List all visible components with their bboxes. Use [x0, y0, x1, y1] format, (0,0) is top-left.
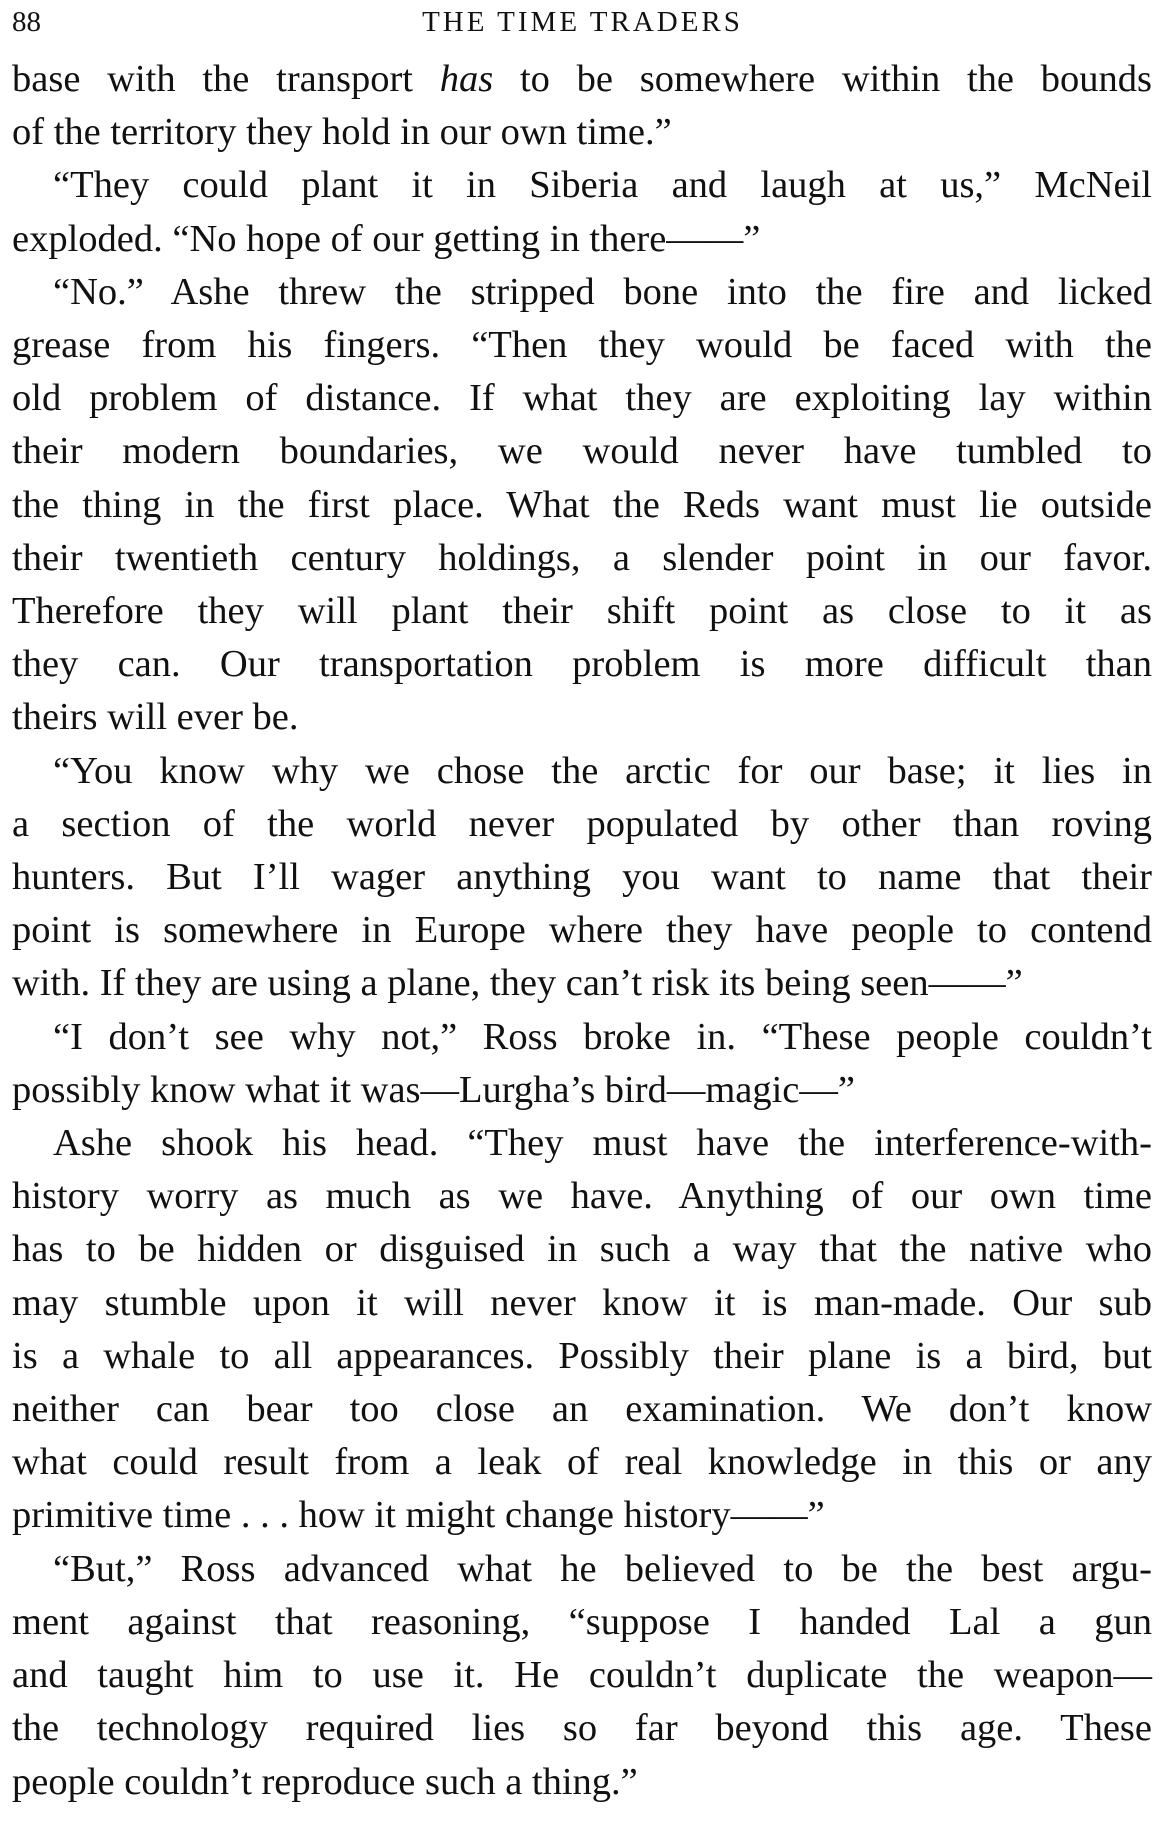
text-line: theirs will ever be.: [12, 696, 299, 739]
text-line: may stumble upon it will never know it is man-made. Our sub: [12, 1281, 1152, 1324]
text-line: “I don’t see why not,” Ross broke in. “These people couldn’t: [53, 1015, 1152, 1058]
text-line: possibly know what it was—Lurgha’s bird—magic—”: [12, 1068, 855, 1111]
text-line: “No.” Ashe threw the stripped bone into the fire and licked: [53, 270, 1152, 313]
text-line: is a whale to all appearances. Possibly their plane is a bird, but: [12, 1334, 1152, 1377]
text-line: the technology required lies so far beyond this age. These: [12, 1707, 1152, 1750]
text-line: their twentieth century holdings, a slender point in our favor.: [12, 536, 1152, 579]
text-line: Ashe shook his head. “They must have the interference-with-: [53, 1122, 1152, 1165]
page-number: 88: [12, 6, 41, 38]
text-line: and taught him to use it. He couldn’t duplicate the weapon—: [12, 1654, 1152, 1697]
text-line: “They could plant it in Siberia and laugh at us,” McNeil: [53, 164, 1152, 207]
running-head: [12, 2, 1153, 42]
text-line: base with the transport has to be somewhere within the bounds: [12, 58, 1152, 100]
text-line: with. If they are using a plane, they can’t risk its being seen——”: [12, 962, 1023, 1005]
text-line: “You know why we chose the arctic for our base; it lies in: [53, 749, 1152, 792]
text-line: the thing in the first place. What the Reds want must lie outside: [12, 483, 1152, 526]
text-line: people couldn’t reproduce such a thing.”: [12, 1760, 638, 1803]
text-line: neither can bear too close an examination. We don’t know: [12, 1388, 1152, 1431]
body-text: [12, 53, 1152, 1809]
text-line: has to be hidden or disguised in such a way that the native who: [12, 1228, 1152, 1271]
text-line: what could result from a leak of real knowledge in this or any: [12, 1441, 1152, 1484]
text-line: Therefore they will plant their shift point as close to it as: [12, 590, 1152, 633]
text-line: their modern boundaries, we would never have tumbled to: [12, 430, 1152, 473]
text-line: history worry as much as we have. Anything of our own time: [12, 1175, 1152, 1218]
text-line: of the territory they hold in our own time.”: [12, 111, 672, 154]
text-line: hunters. But I’ll wager anything you want to name that their: [12, 856, 1152, 899]
text-line: point is somewhere in Europe where they have people to contend: [12, 909, 1152, 952]
text-line: they can. Our transportation problem is more difficult than: [12, 643, 1152, 686]
text-line: a section of the world never populated by other than roving: [12, 802, 1152, 845]
text-line: exploded. “No hope of our getting in there——”: [12, 217, 761, 260]
text-line: “But,” Ross advanced what he believed to be the best argu-: [53, 1547, 1152, 1590]
text-line: old problem of distance. If what they are exploiting lay within: [12, 377, 1152, 420]
text-line: primitive time . . . how it might change history——”: [12, 1494, 825, 1537]
text-line: grease from his fingers. “Then they would be faced with the: [12, 324, 1152, 367]
text-line: ment against that reasoning, “suppose I handed Lal a gun: [12, 1600, 1152, 1643]
book-title: THE TIME TRADERS: [422, 6, 743, 38]
